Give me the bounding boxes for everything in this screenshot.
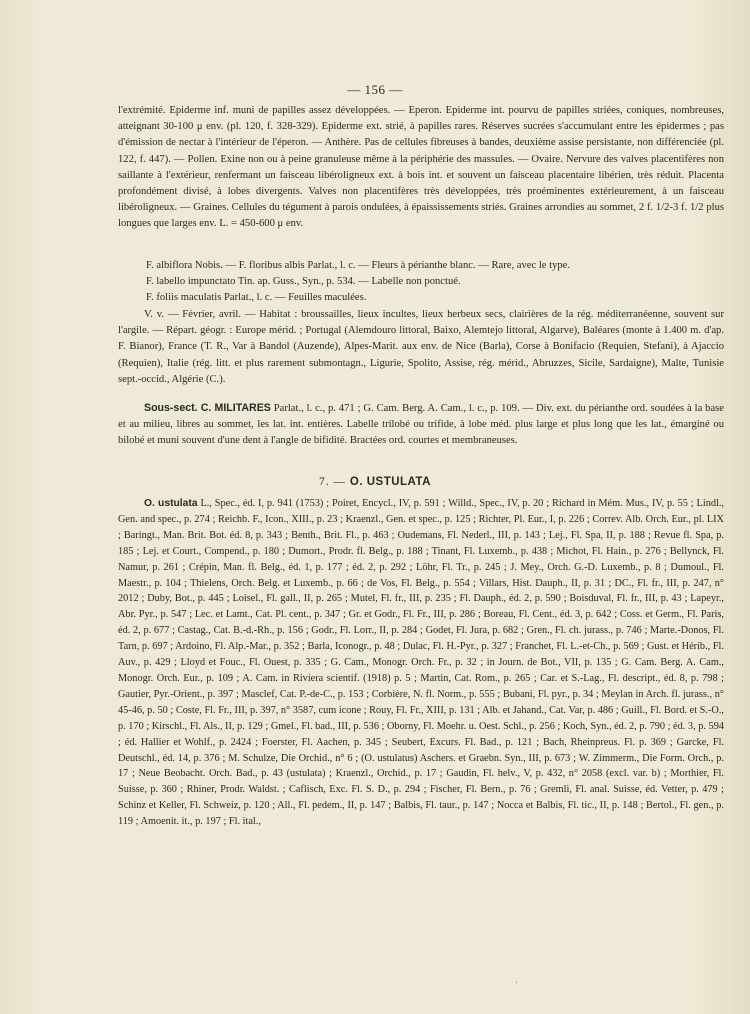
bibliography-text: L., Spec., éd. I, p. 941 (1753) ; Poiret, Encycl., IV, p. 591 ; Willd., Spec., IV, p. 20 ; Richard in Mém. Mus., IV, p. 55 ; Lindl., Gen. and spec., p. 274 ; Reichb. F., Icon., XIII., p. 23 ; Kraenzl., Gen. et spec., p. 125 ; Richter, Pl. Eur., I, p. 226 ; Correv. Alb. Orch. Eur., pl. LIX ; Baringt., Man. Brit. Bot. éd. 8, p. 343 ; Benth., Brit. Fl., p. 463 ; Oudemans, Fl. Nederl., III, p. 143 ; Lej., Fl. Spa, II, p. 188 ; Revue fl. Spa, p. 185 ; Lej. et Court., Compend., p. 180 ; Dumort., Prodr. fl. Belg., p. 188 ; Tinant, Fl. Luxemb., p. 438 ; Michot, Fl. Hain., p. 276 ; Bellynck, Fl. Namur, p. 261 ; Crépin, Man. fl. Belg., éd. 1, p. 177 ; éd. 2, p. 292 ; Löhr, Fl. Tr., p. 245 ; J. Mey., Orch. G.-D. Luxemb., p. 8 ; Dumoul., Fl. Maestr., p. 104 ; Thielens, Orch. Belg. et Luxemb., p. 66 ; de Vos, Fl. Belg., p. 554 ; Villars, Hist. Dauph., II, p. 31 ; DC., Fl. fr., III, p. 247, n° 2012 ; Duby, Bot., p. 445 ; Loisel., Fl. gall., II, p. 265 ; Mutel, Fl. fr., III, p. 235 ; Fl. Dauph., éd. 2, p. 590 ; Boisduval, Fl. fr., III, p. 43 ; Lapeyr., Abr. Pyr., p. 547 ; Lec. et Lamt., Cat. Pl. cent., p. 347 ; Gr. et Godr., Fl. Fr., III, p. 286 ; Boreau, Fl. Cent., éd. 3, p. 642 ; Coss. et Germ., Fl. Paris, éd. 2, p. 677 ; Castag., Cat. B.-d.-Rh., p. 156 ; Godr., Fl. Lorr., II, p. 284 ; Godet, Fl. Jura, p. 682 ; Gren., Fl. ch. jurass., p. 746 ; Marte.-Donos, Fl. Tarn, p. 697 ; Ardoino, Fl. Alp.-Mar., p. 352 ; Barla, Iconogr., p. 48 ; Dulac, Fl. H.-Pyr., p. 327 ; Franchet, Fl. L.-et-Ch., p. 569 ; Gust. et Hérib., Fl. Auv., p. 429 ; Lloyd et Fouc., Fl. Ouest, p. 335 ; G. Cam., Monogr. Orch. Fr., p. 32 ; in Journ. de Bot., VII, p. 135 ; G. Cam. Berg. A. Cam., Monogr. Orch. Eur., p. 109 ; A. Cam. in Riviera scientif. (1918) p. 5 ; Martin, Cat. Rom., p. 265 ; Car. et S.-Lag., Fl. descript., éd. 8, p. 798 ; Gautier, Pyr.-Orient., p. 397 ; Masclef, Cat. P.-de-C., p. 153 ; Corbière, N. fl. Norm., p. 555 ; Bubani, Fl. pyr., p. 34 ; Meylan in Arch. fl. jurass., n° 45-46, p. 50 ; Coste, Fl. Fr., III, p. 397, n° 3587, cum icone ; Rouy, Fl. Fr., XIII, p. 131 ; Alb. et Jahand., Cat. Var, p. 486 ; Guill., Fl. Bord. et S.-O., p. 170 ; Kirschl., Fl. Als., II, p. 129 ; Gmel., Fl. bad., III, p. 536 ; Oborny, Fl. Moehr. u. Oest. Schl., p. 256 ; Koch, Syn., éd. 2, p. 790 ; éd. 3, p. 594 ; éd. Hallier et Wohlf., p. 2424 ; Foerster, Fl. Aachen, p. 345 ; Seubert, Excurs. Fl. Bad., p. 121 ; Bach, Rheinpreus. Fl. p. 369 ; Garcke, Fl. Deutschl., éd. 14, p. 376 ; M. Schulze, Die Orchid., n° 6 ; (O. ustulatus) Aschers. et Graebn. Syn., III, p. 673 ; W. Zimmerm., Die Form. Orch., p. 17 ; Neue Beobacht. Orch. Bad., p. 43 (ustulata) ; Kraenzl., Orchid., p. 17 ; Gaudin, Fl. helv., V, p. 432, n° 2058 (excl. var. b) ; Morthier, Fl. Suisse, p. 360 ; Rhiner, Prodr. Waldst. ; Caflisch, Exc. Fl. S. D., p. 294 ; Fischer, Fl. Bern., p. 76 ; Gremli, Fl. anal. Suisse, éd. Vetter, p. 479 ; Schinz et Keller, Fl. Schweiz, p. 120 ; All., Fl. pedem., II, p. 147 ; Balbis, Fl. taur., p. 147 ; Nocca et Balbis, Fl. tic., II, p. 148 ; Bertol., Fl. gen., p. 119 ; Amoenit. it., p. 197 ; Fl. ital., [118,498,724,828]
variety-labello-impunctato: F. labello impunctato Tin. ap. Guss., Syn., p. 534. — Labelle non ponctué. [146,275,461,287]
subsection-text: Parlat., l. c., p. 471 ; G. Cam. Berg. A. Cam., l. c., p. 109. — Div. ext. du périanthe ord. soudées à la base et au milieu, libres au sommet, les lat. int. entières. Labelle trilobé ou trifide, à lobe méd. plus large et plus long que les lat., émarginé ou bilobé et muni souvent d'une dent à l'angle de bifidité. Bractées ord. courtes et membraneuses. [118,403,724,447]
variety-albiflora: F. albiflora Nobis. — F. floribus albis Parlat., l. c. — Fleurs à périanthe blanc. — Rare, avec le type. [146,260,571,271]
varieties-list [146,258,726,305]
subsection-label: Sous-sect. C. MILITARES [144,402,271,414]
section-title: O. USTULATA [349,476,431,488]
habitat-paragraph: V. v. — Février, avril. — Habitat : broussailles, lieux incultes, lieux herbeux secs, clairières de la rég. méditerranéenne, souvent sur l'argile. — Répart. géogr. : Europe mérid. ; Portugal (Alemdouro littoral, Baixo, Alemtejo littoral, Algarve), Baléares (monte à 1.400 m. d'ap. F. Bianor), France (T. R., Var à Bandol (Auzende), Alpes-Marit. aux env. de Nice (Barla), Corse à Bonifacio (Requien, Stefani), à Ajaccio (Requien), Italie (rég. litt. et plus rarement submontagn., Ligurie, Spolito, Assise, rég. mérid., Abruzzes, Sicile, Sardaigne), Malte, Tunisie sept.-occid., Algérie (C.). [118,309,724,385]
subsection-paragraph [118,400,724,450]
description-paragraph: l'extrémité. Epiderme inf. muni de papilles assez développées. — Eperon. Epiderme int. pourvu de papilles striées, coniques, nombreuses, atteignant 30-100 μ env. (pl. 120, f. 328-329). Epiderme ext. strié, à papilles rares. Réserves sucrées s'accumulant entre les épidermes ; pas d'émission de nectar à l'intérieur de l'éperon. — Anthère. Pas de cellules fibreuses à bandes, deuxième assise persistante, non différenciée (pl. 122, f. 447). — Pollen. Exine non ou à peine granuleuse même à la périphérie des massules. — Ovaire. Nervure des valves placentifères non saillante à l'extérieur, renfermant un faisceau libéroligneux ext. à bois int. et souvent un faisceau placentaire libérien, très réduit. Placenta profondément divisé, à lobes divergents. Valves non placentifères très développées, très proéminentes extérieurement, à un faisceau libéroligneux. — Graines. Cellules du tégument à parois ondulées, à épaississements striés. Graines arrondies au sommet, 2 f. 1/2-3 f. 1/2 plus longues que larges env. L. = 450-600 μ env. [118,105,724,230]
bibliography-paragraph [118,496,724,830]
section-heading [0,476,750,488]
footer-mark: ' [516,980,518,989]
variety-foliis-maculatis: F. foliis maculatis Parlat., l. c. — Feuilles maculées. [146,291,367,303]
page-number: — 156 — [347,82,403,97]
section-number: 7. — [319,476,350,488]
species-name: O. ustulata [144,498,198,509]
